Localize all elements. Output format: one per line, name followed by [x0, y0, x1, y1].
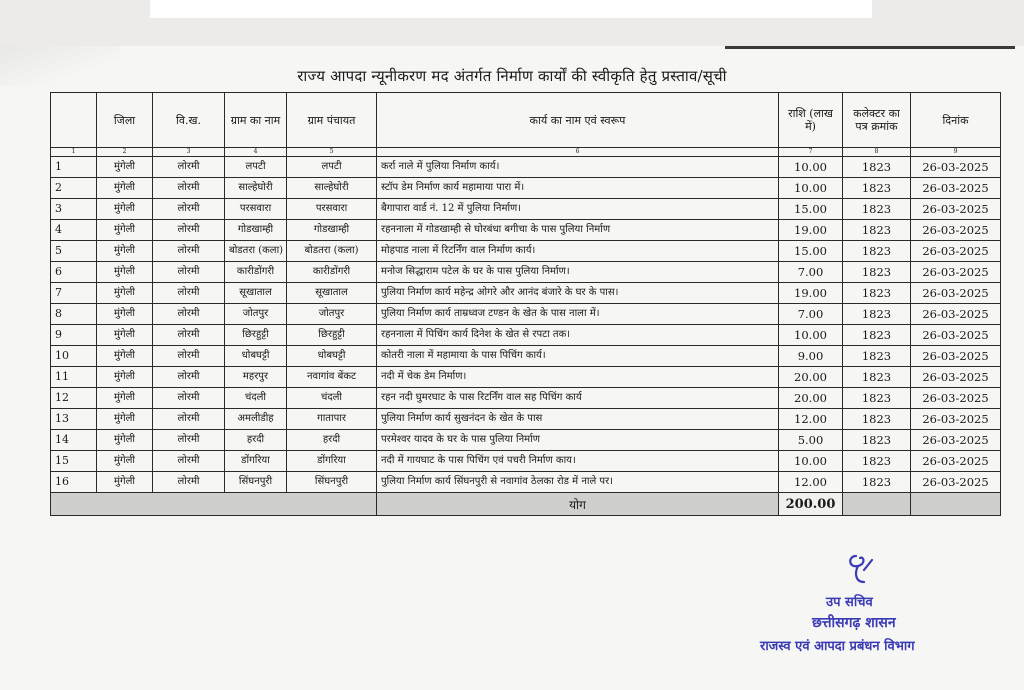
row-letter-no: 1823 — [843, 325, 911, 346]
row-serial: 14 — [51, 430, 97, 451]
row-amount: 19.00 — [779, 283, 843, 304]
row-amount: 20.00 — [779, 388, 843, 409]
row-serial: 6 — [51, 262, 97, 283]
row-panchayat: नवागांव बेंकट — [287, 367, 377, 388]
row-work-name: रहन नदी घुमरघाट के पास रिटर्निंग वाल सह पिचिंग कार्य — [377, 388, 779, 409]
row-panchayat: धोबघट्टी — [287, 346, 377, 367]
row-serial: 7 — [51, 283, 97, 304]
row-amount: 12.00 — [779, 472, 843, 493]
row-amount: 10.00 — [779, 178, 843, 199]
table-row — [51, 409, 1001, 430]
row-village: गोडखाम्ही — [225, 220, 287, 241]
total-blank — [843, 493, 911, 516]
row-letter-no: 1823 — [843, 304, 911, 325]
row-serial: 12 — [51, 388, 97, 409]
table-row — [51, 220, 1001, 241]
col-number: 2 — [97, 148, 153, 157]
proposal-table — [50, 92, 1001, 516]
row-panchayat: छिरहुट्टी — [287, 325, 377, 346]
row-letter-no: 1823 — [843, 388, 911, 409]
row-work-name: रहननाला में गोडखाम्ही से घोरबंधा बगीचा के पास पुलिया निर्माण — [377, 220, 779, 241]
row-date: 26-03-2025 — [911, 388, 1001, 409]
col-number: 5 — [287, 148, 377, 157]
row-date: 26-03-2025 — [911, 283, 1001, 304]
row-serial: 15 — [51, 451, 97, 472]
row-serial: 13 — [51, 409, 97, 430]
col-number: 8 — [843, 148, 911, 157]
total-row — [51, 493, 1001, 516]
row-letter-no: 1823 — [843, 430, 911, 451]
row-block: लोरमी — [153, 367, 225, 388]
row-work-name: नदी में चेक डेम निर्माण। — [377, 367, 779, 388]
row-date: 26-03-2025 — [911, 220, 1001, 241]
row-district: मुंगेली — [97, 220, 153, 241]
header-row — [51, 93, 1001, 148]
row-district: मुंगेली — [97, 325, 153, 346]
row-work-name: पुलिया निर्माण कार्य ताम्रध्वज टण्डन के खेत के पास नाला में। — [377, 304, 779, 325]
table-row — [51, 304, 1001, 325]
table-body — [51, 157, 1001, 493]
row-work-name: रहननाला में पिचिंग कार्य दिनेश के खेत से रपटा तक। — [377, 325, 779, 346]
col-number: 3 — [153, 148, 225, 157]
row-panchayat: जोतपुर — [287, 304, 377, 325]
row-letter-no: 1823 — [843, 157, 911, 178]
table-row — [51, 346, 1001, 367]
row-letter-no: 1823 — [843, 367, 911, 388]
row-work-name: मोहपाड नाला में रिटर्निंग वाल निर्माण कार्य। — [377, 241, 779, 262]
row-work-name: मनोज सिद्धाराम पटेल के घर के पास पुलिया निर्माण। — [377, 262, 779, 283]
row-date: 26-03-2025 — [911, 178, 1001, 199]
row-letter-no: 1823 — [843, 241, 911, 262]
row-serial: 4 — [51, 220, 97, 241]
row-panchayat: कारीडोंगरी — [287, 262, 377, 283]
row-amount: 20.00 — [779, 367, 843, 388]
row-block: लोरमी — [153, 430, 225, 451]
row-panchayat: चंदली — [287, 388, 377, 409]
col-number: 9 — [911, 148, 1001, 157]
row-work-name: पुलिया निर्माण कार्य सुखनंदन के खेत के पास — [377, 409, 779, 430]
row-block: लोरमी — [153, 157, 225, 178]
row-district: मुंगेली — [97, 157, 153, 178]
total-blank — [51, 493, 377, 516]
row-date: 26-03-2025 — [911, 409, 1001, 430]
row-date: 26-03-2025 — [911, 430, 1001, 451]
paper-edge-shadow — [725, 46, 1015, 49]
row-letter-no: 1823 — [843, 262, 911, 283]
row-block: लोरमी — [153, 220, 225, 241]
row-amount: 10.00 — [779, 325, 843, 346]
col-header-block: वि.ख. — [153, 93, 225, 148]
table-row — [51, 157, 1001, 178]
table-row — [51, 325, 1001, 346]
row-panchayat: गातापार — [287, 409, 377, 430]
col-header-panchayat: ग्राम पंचायत — [287, 93, 377, 148]
total-label: योग — [377, 493, 779, 516]
total-amount: 200.00 — [779, 493, 843, 516]
row-district: मुंगेली — [97, 472, 153, 493]
table-row — [51, 199, 1001, 220]
row-date: 26-03-2025 — [911, 472, 1001, 493]
total-blank — [911, 493, 1001, 516]
document-title: राज्य आपदा न्यूनीकरण मद अंतर्गत निर्माण कार्यों की स्वीकृति हेतु प्रस्ताव/सूची — [297, 67, 727, 85]
row-date: 26-03-2025 — [911, 304, 1001, 325]
table-row — [51, 241, 1001, 262]
col-number: 7 — [779, 148, 843, 157]
col-number: 4 — [225, 148, 287, 157]
row-serial: 5 — [51, 241, 97, 262]
col-header-work: कार्य का नाम एवं स्वरूप — [377, 93, 779, 148]
row-district: मुंगेली — [97, 388, 153, 409]
row-work-name: बैगापारा वार्ड नं. 12 में पुलिया निर्माण। — [377, 199, 779, 220]
row-district: मुंगेली — [97, 430, 153, 451]
row-date: 26-03-2025 — [911, 199, 1001, 220]
row-work-name: नदी में गायघाट के पास पिचिंग एवं पचरी निर्माण काय। — [377, 451, 779, 472]
row-work-name: परमेश्वर यादव के घर के पास पुलिया निर्माण — [377, 430, 779, 451]
row-block: लोरमी — [153, 199, 225, 220]
row-date: 26-03-2025 — [911, 241, 1001, 262]
row-village: कारीडोंगरी — [225, 262, 287, 283]
signature-mark — [842, 552, 882, 586]
row-date: 26-03-2025 — [911, 157, 1001, 178]
stamp-designation: उप सचिव — [826, 595, 873, 610]
col-number: 1 — [51, 148, 97, 157]
row-district: मुंगेली — [97, 241, 153, 262]
row-amount: 7.00 — [779, 304, 843, 325]
table-row — [51, 472, 1001, 493]
row-block: लोरमी — [153, 346, 225, 367]
row-panchayat: हरदी — [287, 430, 377, 451]
row-date: 26-03-2025 — [911, 367, 1001, 388]
row-district: मुंगेली — [97, 304, 153, 325]
row-amount: 10.00 — [779, 451, 843, 472]
row-village: जोतपुर — [225, 304, 287, 325]
row-work-name: पुलिया निर्माण कार्य सिंघनपुरी से नवागांव ठेलका रोड में नाले पर। — [377, 472, 779, 493]
row-district: मुंगेली — [97, 367, 153, 388]
row-date: 26-03-2025 — [911, 325, 1001, 346]
row-work-name: कोतरी नाला में महामाया के पास पिचिंग कार्य। — [377, 346, 779, 367]
row-letter-no: 1823 — [843, 409, 911, 430]
row-serial: 10 — [51, 346, 97, 367]
row-block: लोरमी — [153, 304, 225, 325]
row-village: साल्हेघोरी — [225, 178, 287, 199]
table-row — [51, 367, 1001, 388]
row-work-name: कर्रा नाले में पुलिया निर्माण कार्य। — [377, 157, 779, 178]
row-serial: 2 — [51, 178, 97, 199]
row-serial: 9 — [51, 325, 97, 346]
row-date: 26-03-2025 — [911, 451, 1001, 472]
row-district: मुंगेली — [97, 178, 153, 199]
row-block: लोरमी — [153, 262, 225, 283]
stamp-government: छत्तीसगढ़ शासन — [812, 615, 896, 631]
row-block: लोरमी — [153, 283, 225, 304]
row-village: परसवारा — [225, 199, 287, 220]
row-amount: 19.00 — [779, 220, 843, 241]
row-letter-no: 1823 — [843, 472, 911, 493]
row-village: चंदली — [225, 388, 287, 409]
row-letter-no: 1823 — [843, 220, 911, 241]
row-panchayat: बोडतरा (कला) — [287, 241, 377, 262]
row-amount: 15.00 — [779, 199, 843, 220]
table-row — [51, 430, 1001, 451]
table-row — [51, 388, 1001, 409]
row-serial: 1 — [51, 157, 97, 178]
row-panchayat: सूखाताल — [287, 283, 377, 304]
row-panchayat: परसवारा — [287, 199, 377, 220]
row-district: मुंगेली — [97, 409, 153, 430]
row-block: लोरमी — [153, 451, 225, 472]
row-district: मुंगेली — [97, 283, 153, 304]
table-row — [51, 178, 1001, 199]
row-district: मुंगेली — [97, 346, 153, 367]
row-block: लोरमी — [153, 241, 225, 262]
row-block: लोरमी — [153, 388, 225, 409]
table-row — [51, 283, 1001, 304]
col-number: 6 — [377, 148, 779, 157]
row-block: लोरमी — [153, 178, 225, 199]
row-village: बोडतरा (कला) — [225, 241, 287, 262]
row-amount: 5.00 — [779, 430, 843, 451]
row-district: मुंगेली — [97, 262, 153, 283]
row-village: डोंगरिया — [225, 451, 287, 472]
row-letter-no: 1823 — [843, 283, 911, 304]
row-village: लपटी — [225, 157, 287, 178]
row-village: हरदी — [225, 430, 287, 451]
row-panchayat: सिंघनपुरी — [287, 472, 377, 493]
row-work-name: स्टॉप डेम निर्माण कार्य महामाया पारा में। — [377, 178, 779, 199]
row-letter-no: 1823 — [843, 178, 911, 199]
row-amount: 12.00 — [779, 409, 843, 430]
row-district: मुंगेली — [97, 199, 153, 220]
col-header-date: दिनांक — [911, 93, 1001, 148]
row-district: मुंगेली — [97, 451, 153, 472]
row-village: अमलीडीह — [225, 409, 287, 430]
row-panchayat: डोंगरिया — [287, 451, 377, 472]
row-amount: 7.00 — [779, 262, 843, 283]
row-amount: 15.00 — [779, 241, 843, 262]
row-date: 26-03-2025 — [911, 346, 1001, 367]
row-letter-no: 1823 — [843, 346, 911, 367]
row-block: लोरमी — [153, 409, 225, 430]
row-serial: 11 — [51, 367, 97, 388]
row-amount: 9.00 — [779, 346, 843, 367]
col-header-amount: राशि (लाख में) — [779, 93, 843, 148]
browser-top-strip — [150, 0, 872, 18]
row-work-name: पुलिया निर्माण कार्य महेन्द्र ओगरे और आनंद बंजारे के घर के पास। — [377, 283, 779, 304]
row-amount: 10.00 — [779, 157, 843, 178]
col-header-sn — [51, 93, 97, 148]
row-village: सिंघनपुरी — [225, 472, 287, 493]
row-serial: 16 — [51, 472, 97, 493]
row-panchayat: साल्हेघोरी — [287, 178, 377, 199]
row-letter-no: 1823 — [843, 451, 911, 472]
col-header-district: जिला — [97, 93, 153, 148]
row-village: धोबघट्टी — [225, 346, 287, 367]
row-panchayat: लपटी — [287, 157, 377, 178]
row-block: लोरमी — [153, 472, 225, 493]
row-village: महरपुर — [225, 367, 287, 388]
column-number-row — [51, 148, 1001, 157]
row-village: सूखाताल — [225, 283, 287, 304]
stamp-department: राजस्व एवं आपदा प्रबंधन विभाग — [760, 639, 915, 654]
col-header-letter: कलेक्टर का पत्र क्रमांक — [843, 93, 911, 148]
table-row — [51, 262, 1001, 283]
row-serial: 3 — [51, 199, 97, 220]
row-panchayat: गोडखाम्ही — [287, 220, 377, 241]
row-date: 26-03-2025 — [911, 262, 1001, 283]
table-row — [51, 451, 1001, 472]
row-letter-no: 1823 — [843, 199, 911, 220]
row-block: लोरमी — [153, 325, 225, 346]
col-header-village: ग्राम का नाम — [225, 93, 287, 148]
row-serial: 8 — [51, 304, 97, 325]
row-village: छिरहुट्टी — [225, 325, 287, 346]
